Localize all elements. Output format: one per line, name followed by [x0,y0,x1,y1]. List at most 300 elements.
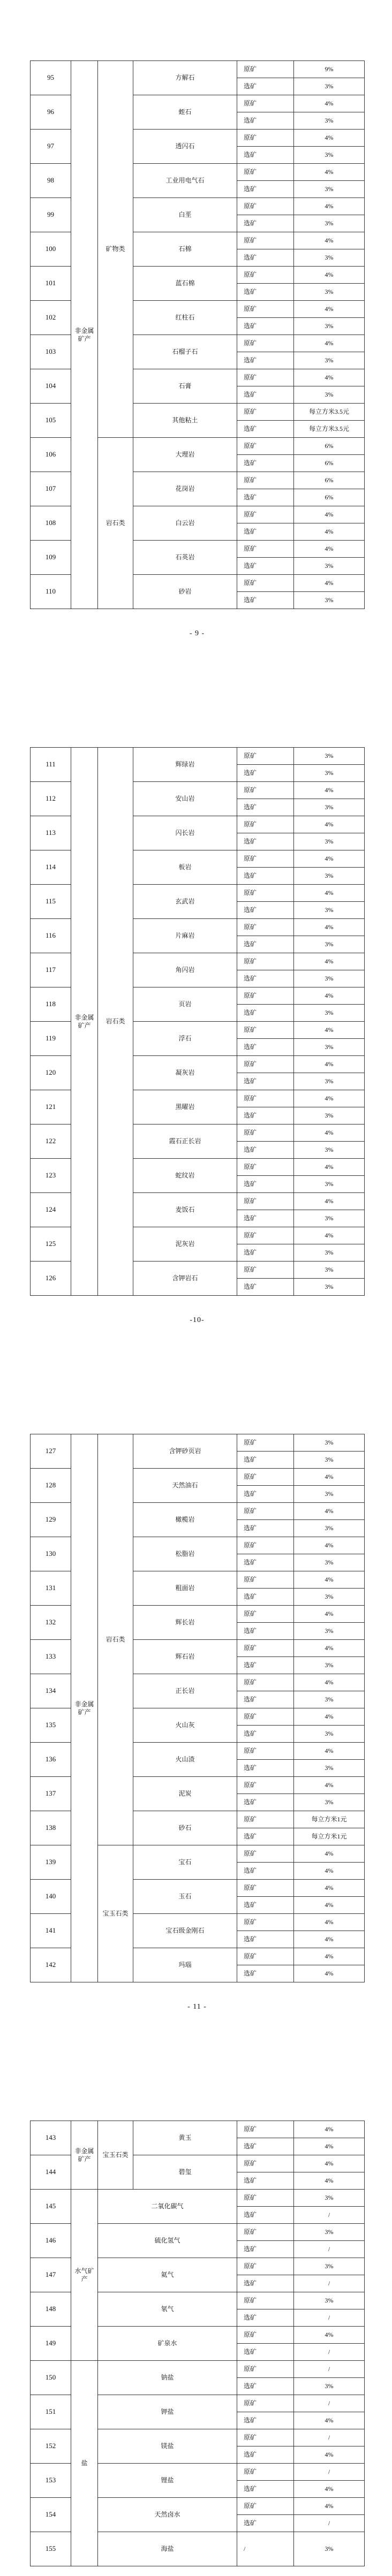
ore-type: 原矿 [237,1777,294,1794]
tax-rate: 4% [294,1537,365,1554]
tax-rate: 4% [294,1863,365,1880]
mineral-name: 蓝石棉 [133,267,237,301]
subcategory-cell: 宝玉石类 [98,1845,133,1982]
row-number: 144 [31,2155,71,2190]
ore-type: 原矿 [237,1262,294,1279]
ore-type: 选矿 [237,2378,294,2395]
row-number: 127 [31,1434,71,1469]
category-cell: 非金属矿产 [71,2121,98,2190]
subcategory-cell: 宝玉石类 [98,2121,133,2190]
tax-rate: 4% [294,987,365,1005]
tax-rate: 4% [294,1022,365,1039]
ore-type: 原矿 [237,1469,294,1486]
mineral-name: 玉石 [133,1880,237,1914]
ore-type: 原矿 [237,61,294,78]
ore-type: 原矿 [237,1845,294,1863]
ore-type: 原矿 [237,1022,294,1039]
tax-rate: 4% [294,2172,365,2190]
tax-rate-table [30,2121,365,2566]
tax-rate: 6% [294,455,365,472]
row-number: 150 [31,2361,71,2395]
ore-type: 选矿 [237,1760,294,1777]
ore-type: 选矿 [237,215,294,232]
row-number: 107 [31,472,71,506]
tax-rate: 3% [294,2258,365,2275]
tax-rate: 3% [294,1073,365,1090]
tax-rate: 每立方米3.5元 [294,404,365,421]
category-cell: 盐 [71,2361,98,2566]
document-page [30,2121,364,2566]
tax-rate-table [30,1434,365,1982]
ore-type: 原矿 [237,1880,294,1897]
row-number: 97 [31,130,71,164]
ore-type: 原矿 [237,198,294,215]
ore-type: 选矿 [237,2172,294,2190]
ore-type: 原矿 [237,953,294,970]
row-number: 115 [31,885,71,919]
tax-rate: 4% [294,506,365,523]
tax-rate: 4% [294,198,365,215]
mineral-name: 碧玺 [133,2155,237,2190]
mineral-name: 火山渣 [133,1743,237,1777]
mineral-name: 镁盐 [98,2429,237,2464]
ore-type: 选矿 [237,352,294,369]
mineral-name: 辉长岩 [133,1606,237,1640]
row-number: 132 [31,1606,71,1640]
mineral-name: 黑曜岩 [133,1090,237,1124]
ore-type: 选矿 [237,558,294,575]
ore-type: 选矿 [237,523,294,541]
tax-rate: 4% [294,1965,365,1982]
page-number: - 11 - [187,2003,207,2011]
ore-type: 选矿 [237,970,294,987]
ore-type: 选矿 [237,2481,294,2498]
page-number: - 9 - [189,629,205,637]
table-row [31,2190,365,2207]
document-page [30,60,364,638]
mineral-name: 红柱石 [133,301,237,335]
ore-type: 选矿 [237,1623,294,1640]
mineral-name: 砂石 [133,1811,237,1845]
subcategory-cell: 岩石类 [98,438,133,609]
ore-type: 原矿 [237,335,294,352]
mineral-name: 玄武岩 [133,885,237,919]
row-number: 130 [31,1537,71,1571]
row-number: 123 [31,1159,71,1193]
ore-type: 原矿 [237,1090,294,1107]
ore-type: 选矿 [237,112,294,130]
mineral-name: 矿泉水 [98,2327,237,2361]
ore-type: 选矿 [237,284,294,301]
tax-rate: 3% [294,215,365,232]
ore-type: 原矿 [237,782,294,799]
tax-rate: 4% [294,575,365,592]
tax-rate: 4% [294,2138,365,2155]
tax-rate: 4% [294,1606,365,1623]
tax-rate: 3% [294,1210,365,1227]
tax-rate: 4% [294,2412,365,2429]
row-number: 124 [31,1193,71,1227]
tax-rate: 3% [294,1657,365,1674]
tax-rate: / [294,2309,365,2327]
ore-type: 选矿 [237,147,294,164]
mineral-name: 凝灰岩 [133,1056,237,1090]
category-cell: 非金属矿产 [71,748,98,1296]
ore-type: 选矿 [237,249,294,267]
tax-rate: 3% [294,902,365,919]
tax-rate: 3% [294,1520,365,1537]
ore-type: 原矿 [237,575,294,592]
mineral-name: 麦饭石 [133,1193,237,1227]
tax-rate: 3% [294,249,365,267]
tax-rate: 4% [294,1640,365,1657]
mineral-name: 泥炭 [133,1777,237,1811]
tax-rate: 3% [294,1486,365,1503]
tax-rate: 3% [294,2292,365,2309]
row-number: 145 [31,2190,71,2224]
ore-type: 原矿 [237,404,294,421]
ore-type: 原矿 [237,2361,294,2378]
ore-type: 选矿 [237,1691,294,1708]
subcategory-cell: 岩石类 [98,748,133,1296]
tax-rate: 4% [294,885,365,902]
mineral-name: 石膏 [133,369,237,404]
tax-rate: / [294,2207,365,2224]
tax-rate: 3% [294,1039,365,1056]
row-number: 122 [31,1124,71,1159]
row-number: 105 [31,404,71,438]
ore-type: 选矿 [237,2207,294,2224]
row-number: 119 [31,1022,71,1056]
tax-rate: 4% [294,2327,365,2344]
tax-rate: 4% [294,232,365,249]
tax-rate: 3% [294,1452,365,1469]
document-page [30,1434,364,2011]
ore-type: 原矿 [237,1124,294,1142]
ore-type: 选矿 [237,78,294,95]
ore-type: 原矿 [237,1606,294,1623]
tax-rate: / [294,2241,365,2258]
row-number: 148 [31,2292,71,2327]
tax-rate: / [294,2429,365,2446]
ore-type: 原矿 [237,1743,294,1760]
ore-type: 原矿 [237,885,294,902]
row-number: 154 [31,2498,71,2532]
ore-type: / [237,2532,294,2566]
mineral-name: 霞石正长岩 [133,1124,237,1159]
ore-type: 原矿 [237,2224,294,2241]
mineral-name: 钾盐 [98,2395,237,2429]
tax-rate: 4% [294,267,365,284]
tax-rate: / [294,2361,365,2378]
tax-rate: 4% [294,1503,365,1520]
ore-type: 选矿 [237,2275,294,2292]
category-cell: 非金属矿产 [71,61,98,609]
ore-type: 原矿 [237,1948,294,1965]
mineral-name: 锂盐 [98,2464,237,2498]
ore-type: 选矿 [237,181,294,198]
ore-type: 原矿 [237,506,294,523]
tax-rate: 3% [294,1554,365,1571]
mineral-name: 辉石岩 [133,1640,237,1674]
row-number: 104 [31,369,71,404]
ore-type: 选矿 [237,1107,294,1124]
row-number: 96 [31,95,71,130]
tax-rate: 每立方米1元 [294,1828,365,1845]
tax-rate: 6% [294,472,365,489]
ore-type: 原矿 [237,472,294,489]
ore-type: 原矿 [237,2498,294,2515]
mineral-name: 天然油石 [133,1469,237,1503]
ore-type: 原矿 [237,438,294,455]
row-number: 138 [31,1811,71,1845]
tax-rate: 每立方米3.5元 [294,421,365,438]
row-number: 121 [31,1090,71,1124]
ore-type: 原矿 [237,2190,294,2207]
row-number: 137 [31,1777,71,1811]
ore-type: 原矿 [237,1537,294,1554]
tax-rate: 3% [294,2224,365,2241]
table-row [31,2361,365,2378]
document-page [30,747,364,1325]
tax-rate: 4% [294,1931,365,1948]
tax-rate: 4% [294,1777,365,1794]
ore-type: 原矿 [237,2292,294,2309]
tax-rate: 3% [294,748,365,765]
mineral-name: 闪长岩 [133,816,237,850]
tax-rate: 4% [294,541,365,558]
ore-type: 原矿 [237,2395,294,2412]
row-number: 103 [31,335,71,369]
tax-rate: 3% [294,1244,365,1262]
ore-type: 原矿 [237,130,294,147]
mineral-name: 白垩 [133,198,237,232]
mineral-name: 泥灰岩 [133,1227,237,1262]
tax-rate: 3% [294,2532,365,2566]
ore-type: 选矿 [237,386,294,404]
ore-type: 原矿 [237,1674,294,1691]
mineral-name: 松脂岩 [133,1537,237,1571]
tax-rate: 3% [294,318,365,335]
mineral-name: 粗面岩 [133,1571,237,1606]
tax-rate: 4% [294,1159,365,1176]
mineral-name: 黄玉 [133,2121,237,2155]
ore-type: 选矿 [237,1520,294,1537]
tax-rate: 3% [294,1691,365,1708]
tax-rate-table [30,60,365,609]
mineral-name: 蛭石 [133,95,237,130]
ore-type: 选矿 [237,592,294,609]
tax-rate: 3% [294,833,365,850]
row-number: 152 [31,2429,71,2464]
mineral-name: 硫化氢气 [98,2224,237,2258]
ore-type: 原矿 [237,1434,294,1452]
tax-rate: 4% [294,1469,365,1486]
ore-type: 原矿 [237,2464,294,2481]
mineral-name: 大理岩 [133,438,237,472]
row-number: 133 [31,1640,71,1674]
tax-rate: 4% [294,1880,365,1897]
tax-rate: 3% [294,1726,365,1743]
row-number: 110 [31,575,71,609]
tax-rate: 4% [294,130,365,147]
mineral-name: 天然卤水 [98,2498,237,2532]
tax-rate: 3% [294,78,365,95]
mineral-name: 石英岩 [133,541,237,575]
row-number: 134 [31,1674,71,1708]
ore-type: 原矿 [237,2121,294,2138]
tax-rate: 3% [294,1005,365,1022]
tax-rate: 4% [294,1948,365,1965]
ore-type: 选矿 [237,1794,294,1811]
row-number: 143 [31,2121,71,2155]
row-number: 117 [31,953,71,987]
ore-type: 选矿 [237,1589,294,1606]
table-row [31,2121,365,2138]
row-number: 140 [31,1880,71,1914]
tax-rate: 9% [294,61,365,78]
tax-rate: 3% [294,936,365,953]
row-number: 102 [31,301,71,335]
ore-type: 选矿 [237,1244,294,1262]
ore-type: 原矿 [237,301,294,318]
row-number: 129 [31,1503,71,1537]
ore-type: 原矿 [237,1914,294,1931]
ore-type: 原矿 [237,919,294,936]
ore-type: 选矿 [237,1486,294,1503]
tax-rate: 6% [294,489,365,506]
tax-rate: 4% [294,301,365,318]
row-number: 139 [31,1845,71,1880]
ore-type: 选矿 [237,902,294,919]
row-number: 101 [31,267,71,301]
mineral-name: 花岗岩 [133,472,237,506]
mineral-name: 蛇纹岩 [133,1159,237,1193]
ore-type: 选矿 [237,1279,294,1296]
row-number: 147 [31,2258,71,2292]
ore-type: 选矿 [237,936,294,953]
row-number: 146 [31,2224,71,2258]
mineral-name: 石棉 [133,232,237,267]
row-number: 98 [31,164,71,198]
ore-type: 原矿 [237,1193,294,1210]
tax-rate: 3% [294,386,365,404]
tax-rate: 3% [294,1176,365,1193]
mineral-name: 工业用电气石 [133,164,237,198]
ore-type: 选矿 [237,2412,294,2429]
ore-type: 选矿 [237,1142,294,1159]
ore-type: 选矿 [237,868,294,885]
mineral-name: 浮石 [133,1022,237,1056]
page-number: -10- [190,1316,205,1324]
tax-rate: 4% [294,2446,365,2464]
row-number: 120 [31,1056,71,1090]
row-number: 125 [31,1227,71,1262]
row-number: 111 [31,748,71,782]
tax-rate: 3% [294,1107,365,1124]
ore-type: 选矿 [237,2344,294,2361]
tax-rate: / [294,2515,365,2532]
mineral-name: 含钾岩石 [133,1262,237,1296]
tax-rate: 4% [294,1897,365,1914]
ore-type: 选矿 [237,1931,294,1948]
mineral-name: 页岩 [133,987,237,1022]
tax-rate: 4% [294,919,365,936]
mineral-name: 海盐 [98,2532,237,2566]
tax-rate: 4% [294,335,365,352]
mineral-name: 正长岩 [133,1674,237,1708]
row-number: 109 [31,541,71,575]
ore-type: 选矿 [237,2515,294,2532]
row-number: 112 [31,782,71,816]
row-number: 108 [31,506,71,541]
mineral-name: 透闪石 [133,130,237,164]
row-number: 114 [31,850,71,885]
ore-type: 选矿 [237,489,294,506]
ore-type: 选矿 [237,1554,294,1571]
ore-type: 选矿 [237,833,294,850]
mineral-name: 二氧化碳气 [98,2190,237,2224]
row-number: 151 [31,2395,71,2429]
tax-rate: 3% [294,1589,365,1606]
tax-rate: 6% [294,438,365,455]
tax-rate: 3% [294,558,365,575]
row-number: 126 [31,1262,71,1296]
tax-rate: 3% [294,765,365,782]
mineral-name: 含钾砂页岩 [133,1434,237,1469]
mineral-name: 宝石级金刚石 [133,1914,237,1948]
tax-rate: 3% [294,1142,365,1159]
tax-rate: 3% [294,284,365,301]
tax-rate: / [294,2464,365,2481]
row-number: 128 [31,1469,71,1503]
tax-rate: 4% [294,782,365,799]
ore-type: 原矿 [237,1227,294,1244]
row-number: 141 [31,1914,71,1948]
tax-rate: 4% [294,1845,365,1863]
ore-type: 选矿 [237,1452,294,1469]
row-number: 142 [31,1948,71,1982]
mineral-name: 石榴子石 [133,335,237,369]
ore-type: 选矿 [237,1039,294,1056]
tax-rate: 4% [294,850,365,868]
ore-type: 原矿 [237,2258,294,2275]
ore-type: 选矿 [237,2241,294,2258]
ore-type: 原矿 [237,1056,294,1073]
ore-type: 原矿 [237,1159,294,1176]
mineral-name: 角闪岩 [133,953,237,987]
ore-type: 原矿 [237,748,294,765]
ore-type: 选矿 [237,455,294,472]
tax-rate: 4% [294,1674,365,1691]
row-number: 106 [31,438,71,472]
tax-rate: 4% [294,2498,365,2515]
tax-rate: 4% [294,1914,365,1931]
ore-type: 原矿 [237,1811,294,1828]
ore-type: 选矿 [237,1176,294,1193]
mineral-name: 安山岩 [133,782,237,816]
tax-rate: 4% [294,1090,365,1107]
ore-type: 选矿 [237,1897,294,1914]
row-number: 135 [31,1708,71,1743]
tax-rate: / [294,2275,365,2292]
ore-type: 选矿 [237,799,294,816]
tax-rate: 4% [294,95,365,112]
ore-type: 选矿 [237,1073,294,1090]
mineral-name: 钠盐 [98,2361,237,2395]
tax-rate: 3% [294,1434,365,1452]
ore-type: 选矿 [237,765,294,782]
